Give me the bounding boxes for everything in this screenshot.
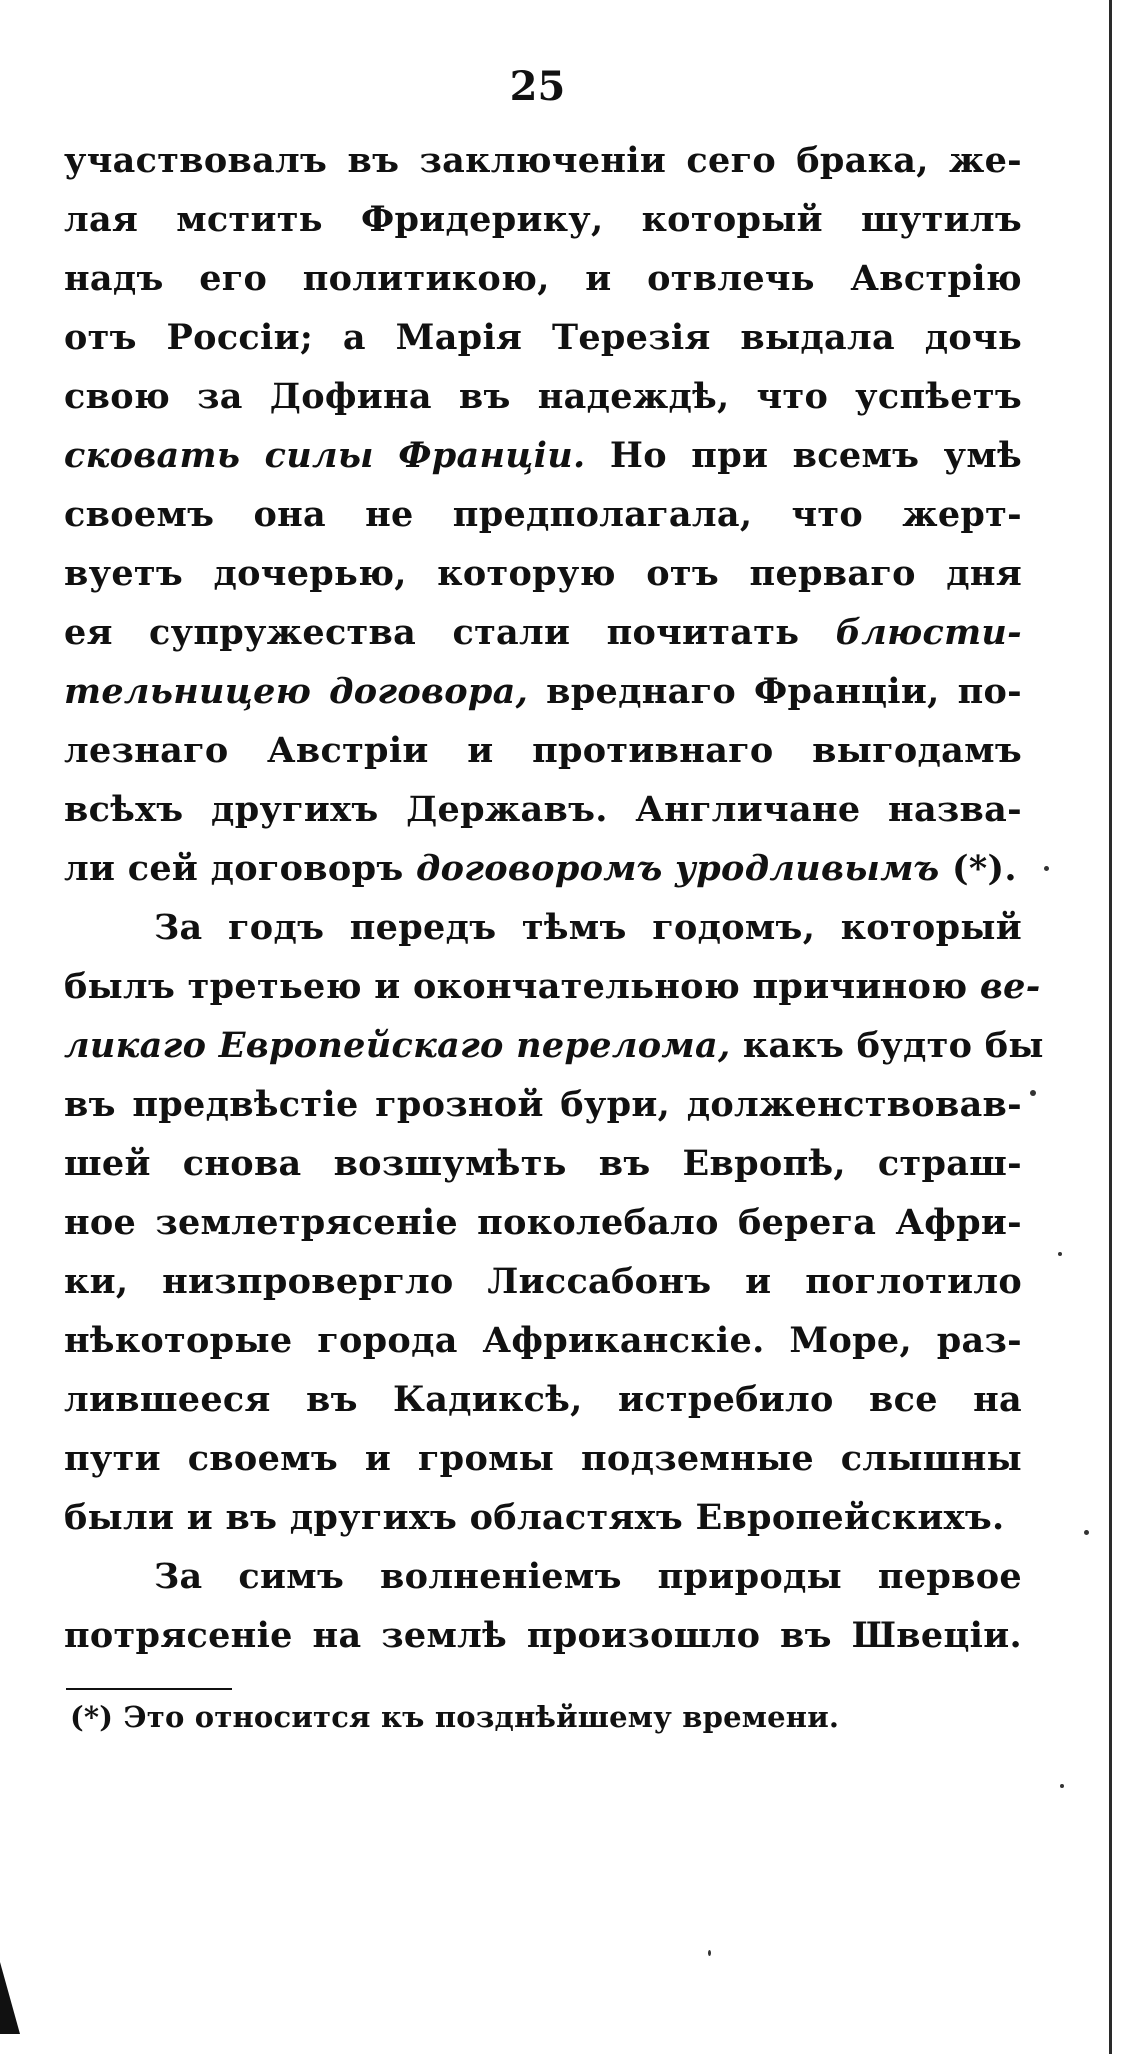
text-segment: былъ третьею и окончательною причиною	[64, 966, 980, 1007]
italic-text: тельницею договора,	[64, 671, 529, 712]
text-line	[64, 426, 1022, 485]
text-segment: вуетъ дочерью, которую отъ перваго дня	[64, 553, 1022, 594]
italic-text: сковать силы Франціи.	[64, 435, 586, 476]
scan-speck	[1084, 1530, 1089, 1535]
text-line	[64, 544, 1022, 603]
italic-text: ликаго Европейскаго перелома,	[64, 1025, 731, 1066]
text-segment: лившееся въ Кадиксѣ, истребило все на	[64, 1379, 1022, 1420]
text-segment: За симъ волненіемъ природы первое	[154, 1556, 1022, 1597]
text-segment: лая мстить Фридерику, который шутилъ	[64, 199, 1022, 240]
text-segment: потрясеніе на землѣ произошло въ Швеціи.	[64, 1615, 1022, 1656]
text-segment: За годъ передъ тѣмъ годомъ, который	[154, 907, 1022, 948]
page-edge-line	[1109, 0, 1112, 2054]
text-line	[64, 1252, 1022, 1311]
text-line	[64, 1547, 1022, 1606]
text-line	[64, 249, 1022, 308]
italic-text: договоромъ уродливымъ	[415, 848, 940, 889]
text-line	[64, 1488, 1022, 1547]
text-line	[64, 721, 1022, 780]
text-line	[64, 957, 1041, 1016]
text-line	[64, 1429, 1022, 1488]
text-segment: надъ его политикою, и отвлечь Австрію	[64, 258, 1022, 299]
text-segment: лезнаго Австріи и противнаго выгодамъ	[64, 730, 1022, 771]
text-line	[64, 485, 1022, 544]
text-line	[64, 131, 1022, 190]
text-segment: въ предвѣстіе грозной бури, долженствовав-	[64, 1084, 1022, 1125]
page-number: 25	[509, 63, 566, 110]
text-segment: вреднаго Франціи, по-	[528, 671, 1022, 712]
text-line	[64, 190, 1022, 249]
text-segment: (*).	[939, 848, 1017, 889]
scan-speck	[1060, 1784, 1064, 1788]
text-segment: шей снова возшумѣть въ Европѣ, страш-	[64, 1143, 1022, 1184]
text-line	[64, 1311, 1022, 1370]
text-segment: нѣкоторые города Африканскіе. Море, раз-	[64, 1320, 1022, 1361]
text-line	[64, 308, 1022, 367]
text-segment: Но при всемъ умѣ	[585, 435, 1022, 476]
text-line	[64, 1606, 1022, 1665]
text-segment: отъ Россіи; а Марія Терезія выдала дочь	[64, 317, 1022, 358]
text-line	[64, 603, 1022, 662]
text-line	[64, 662, 1022, 721]
text-segment: ное землетрясеніе поколебало берега Афри-	[64, 1202, 1022, 1243]
italic-text: блюсти-	[835, 612, 1022, 653]
text-segment: участвовалъ въ заключеніи сего брака, же-	[64, 140, 1022, 181]
text-line	[64, 780, 1022, 839]
scan-corner-mark	[0, 1962, 20, 2034]
scan-speck	[708, 1950, 711, 1956]
text-line	[64, 1370, 1022, 1429]
text-line	[64, 1075, 1022, 1134]
text-segment: всѣхъ другихъ Державъ. Англичане назва-	[64, 789, 1022, 830]
text-line	[64, 1016, 1044, 1075]
footnote-rule	[66, 1688, 232, 1690]
text-line	[64, 839, 1022, 898]
footnote: (*) Это относится къ позднѣйшему времени.	[70, 1700, 840, 1734]
scan-speck	[1044, 866, 1049, 871]
text-segment: ея супружества стали почитать	[64, 612, 836, 653]
scan-speck	[1030, 1090, 1036, 1096]
text-line	[64, 1193, 1022, 1252]
scan-speck	[1058, 1252, 1062, 1256]
body-text	[64, 131, 1044, 1665]
text-segment: свою за Дофина въ надеждѣ, что успѣетъ	[64, 376, 1022, 417]
text-line	[64, 367, 1022, 426]
text-segment: ки, низпровергло Лиссабонъ и поглотило	[64, 1261, 1022, 1302]
text-segment: своемъ она не предполагала, что жерт-	[64, 494, 1022, 535]
text-segment: какъ будто бы	[730, 1025, 1044, 1066]
italic-text: ве-	[979, 966, 1041, 1007]
text-segment: были и въ другихъ областяхъ Европейскихъ.	[64, 1497, 1005, 1538]
text-line	[64, 1134, 1022, 1193]
text-segment: пути своемъ и громы подземные слышны	[64, 1438, 1022, 1479]
text-segment: ли сей договоръ	[64, 848, 416, 889]
text-line	[64, 898, 1022, 957]
